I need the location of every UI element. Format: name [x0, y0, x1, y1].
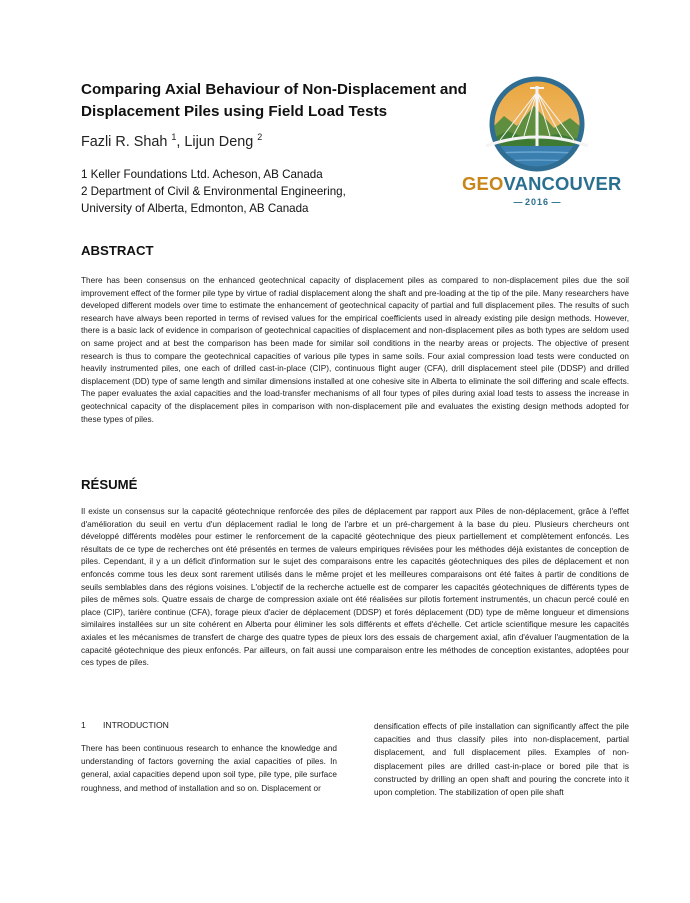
affiliations — [81, 166, 381, 217]
intro-heading — [81, 720, 337, 730]
logo-wordmark: GEOVANCOUVER — [462, 173, 622, 194]
paper-title: Comparing Axial Behaviour of Non-Displacement and Displacement Piles using Field Load Tests — [81, 81, 467, 120]
affiliation-line: 1 Keller Foundations Ltd. Acheson, AB Canada — [81, 168, 323, 181]
logo-year: — 2016 — — [513, 197, 561, 207]
author-1: Fazli R. Shah — [81, 133, 168, 150]
resume-heading: RÉSUMÉ — [81, 477, 138, 492]
intro-left-column — [81, 720, 337, 795]
intro-left-text: There has been continuous research to enhance the knowledge and understanding of factors governing the axial capacities of piles. In general, axial capacities depend upon soil type, pile type, pile surface roughness, and method of installation and so on. Displacement or — [81, 744, 337, 793]
abstract-text: There has been consensus on the enhanced geotechnical capacity of displacement piles as compared to non-displacement piles due the soil improvement effect of the former pile type by virtue of radial displacement along the shaft and pre-loading at the tip of the pile. Many researchers have developed different models over time to estimate the enhancement of geotechnical capacity of partial and full displacement piles. The results of such research have always been reported in terms of revised values for the empirical coefficients used in already existing pile design methods. However, there is a basic lack of evidence in comparison of geotechnical capacities of displacement and non-displacement piles as both types are seldom used on same project and at best the comparison has been made for similar soil conditions in the nearby areas or projects. The objective of present research is thus to compare the geotechnical capacities of various pile types in same soils. Four axial compression load tests were conducted on heavily instrumented piles, one each of drilled cast-in-place (CIP), continuous flight auger (CFA), drill displacement steel pile (DDSP) and drilled displacement (DD) type of same length and similar dimensions installed at one cohesive site in Alberta to eliminate the soil differing and scale effects. The paper evaluates the axial capacities and the load-transfer mechanisms of all four types of piles during axial load tests to assess the increase in geotechnical capacity of the displacement piles in comparison with non-displacement pile and evaluates the existing design methods adopted for these types of piles. — [81, 276, 629, 424]
intro-right-text: densification effects of pile installation can significantly affect the pile capacities and thus classify piles into non-displacement, partial displacement, and full displacement piles. Examples of non-displacement piles are drilled cast-in-place or bored pile that is constructed by drilling an open shaft and pouring the concrete into it upon completion. The stabilization of open pile shaft — [374, 722, 629, 798]
resume-text: Il existe un consensus sur la capacité géotechnique renforcée des piles de déplacement par rapport aux Piles de non-déplacement, grâce à l'effet d'amélioration du seuil en vertu d'un déplacement radial le long de l'arbre et un pré-chargement à la base du pieu. Plusieurs chercheurs ont développé différents modèles pour estimer le renforcement de la capacité géotechnique des pieux partiellement et complètement enfoncés. Les résultats de ce type de recherches ont été présentés en termes de valeurs empiriques révisées pour les méthodes déjà existantes de conception de piles. Cependant, il y a un déficit d'information sur le sujet des comparaisons entre les capacités géotechniques des piles de déplacement et non enfoncés comme tous les deux sont rarement utilisés dans le même projet et les meilleures comparaisons ont été faites à partir de conditions de seuils semblables dans des régions voisines. L'objectif de la recherche actuelle est de comparer les capacités géotechniques de différents types de piles de mêmes sols. Quatre essais de charge de compression axiale ont été réalisées sur pilotis fortement instrumentés, un chacun percé coulé en place (CIP), tarière continue (CFA), forage pieux d'acier de déplacement (DDSP) et forés déplacement (DD) type de même longueur et dimensions similaires installées sur un site cohérent en Alberta pour éliminer les sols différents et effets d'échelle. Cet article scientifique mesure les capacités axiales et les mécanismes de transfert de charge des quatre types de pieux lors des essais de chargement axial, afin d'évaluer l'augmentation de la capacité géotechnique des pieux enfoncés. Par ailleurs, on fait aussi une comparaison entre les méthodes de conception existantes, adoptées pour ces types de piles. — [81, 507, 629, 668]
affiliation-line: University of Alberta, Edmonton, AB Canada — [81, 202, 309, 215]
abstract-heading: ABSTRACT — [81, 243, 154, 258]
author-2: Lijun Deng — [184, 133, 254, 150]
bridge-mountain-logo-icon — [462, 76, 622, 216]
section-number: 1 — [81, 720, 86, 730]
affiliation-line: 2 Department of Civil & Environmental Engineering, — [81, 185, 346, 198]
section-title: INTRODUCTION — [103, 720, 169, 730]
author-2-affil-mark: 2 — [257, 132, 263, 142]
author-1-affil-mark: 1 — [171, 132, 177, 142]
author-line: Fazli R. Shah $^1$, Lijun Deng $^2$ — [81, 132, 263, 150]
